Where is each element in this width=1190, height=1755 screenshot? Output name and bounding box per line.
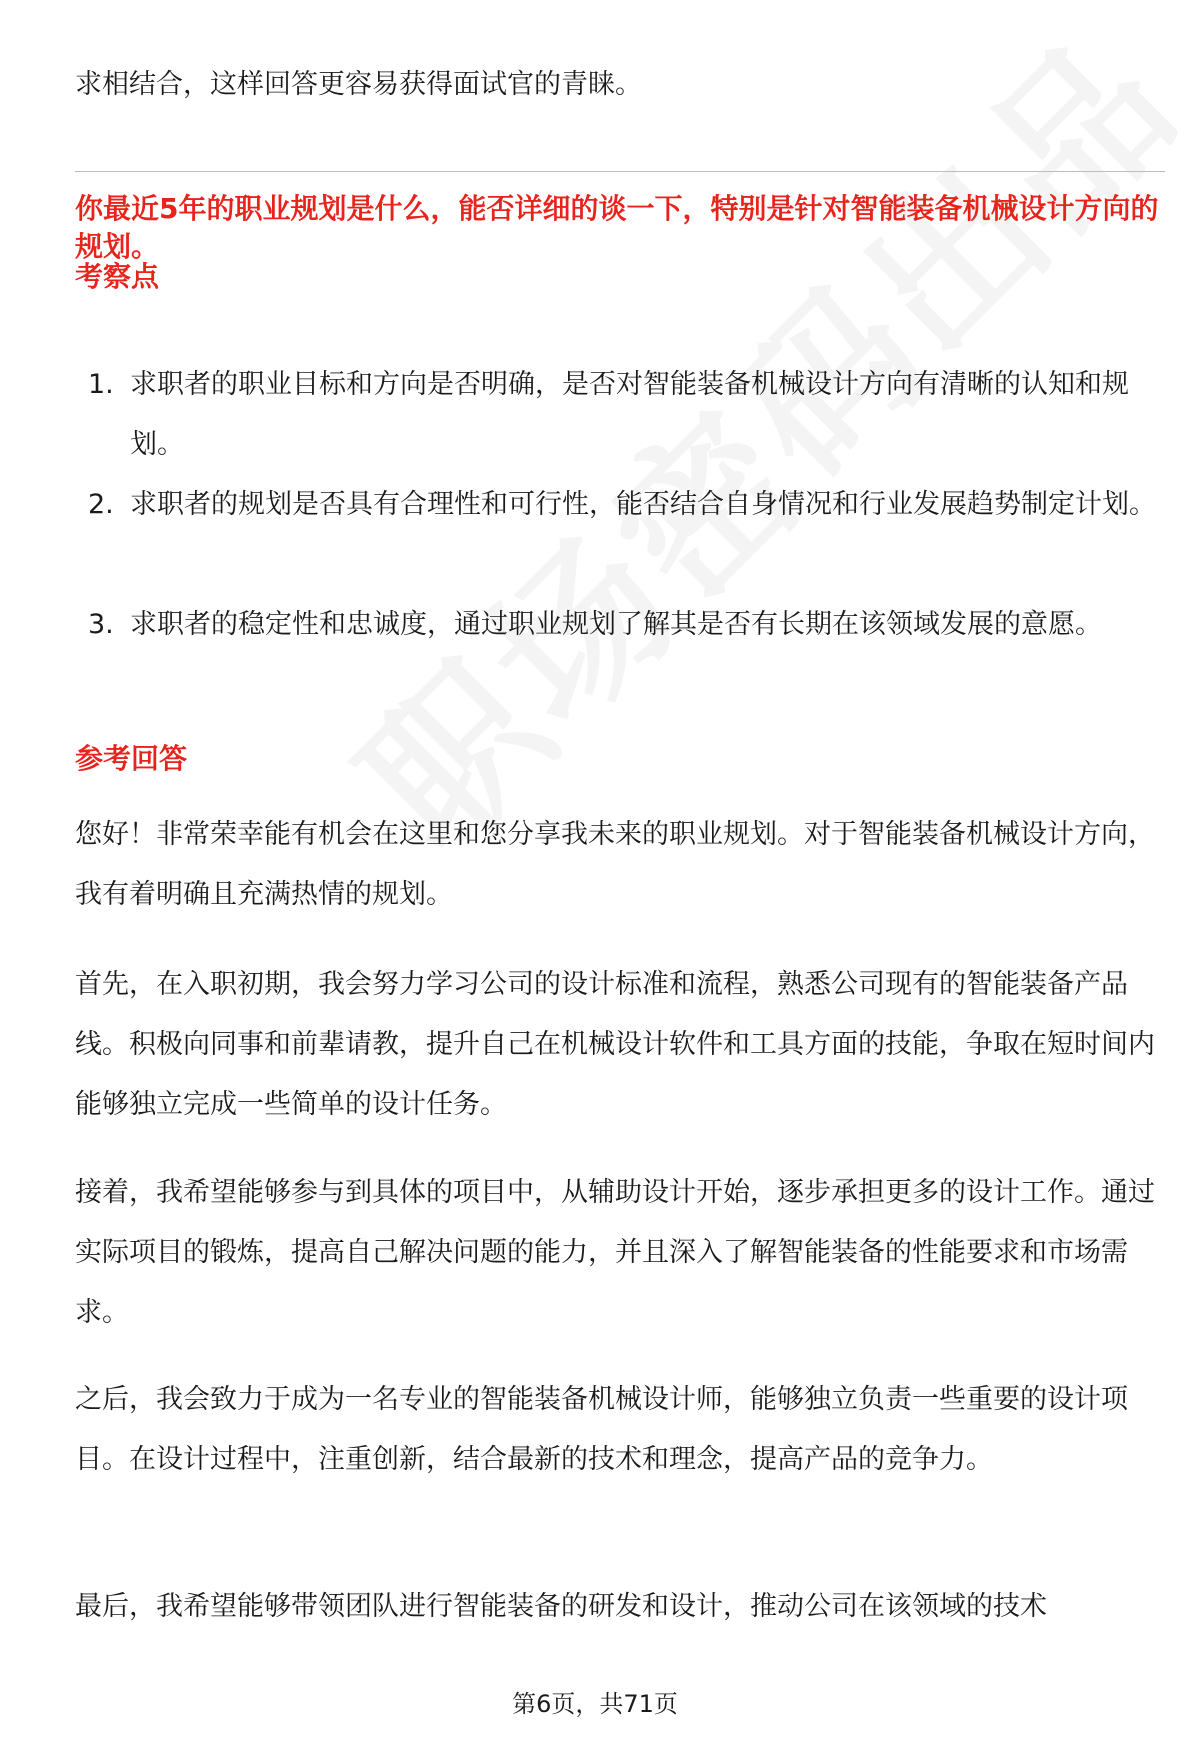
- answer-paragraph: 首先，在入职初期，我会努力学习公司的设计标准和流程，熟悉公司现有的智能装备产品线。积极向同事和前辈请教，提升自己在机械设计软件和工具方面的技能，争取在短时间内能够独立完成一些简单的设计任务。: [75, 969, 1155, 1120]
- page-footer: 第6页，共71页: [512, 1690, 678, 1718]
- answer-paragraph: 之后，我会致力于成为一名专业的智能装备机械设计师，能够独立负责一些重要的设计项目。在设计过程中，注重创新，结合最新的技术和理念，提高产品的竞争力。: [75, 1384, 1128, 1475]
- answer-paragraph: 最后，我希望能够带领团队进行智能装备的研发和设计，推动公司在该领域的技术: [75, 1591, 1047, 1622]
- list-item: [0, 475, 1190, 595]
- list-item: [0, 355, 1190, 475]
- question-title: 你最近5年的职业规划是什么，能否详细的谈一下，特别是针对智能装备机械设计方向的规划。: [75, 192, 1159, 263]
- answer-paragraph: 接着，我希望能够参与到具体的项目中，从辅助设计开始，逐步承担更多的设计工作。通过实际项目的锻炼，提高自己解决问题的能力，并且深入了解智能装备的性能要求和市场需求。: [75, 1177, 1155, 1328]
- list-text: 求职者的稳定性和忠诚度，通过职业规划了解其是否有长期在该领域发展的意愿。: [130, 609, 1102, 640]
- list-text: 求职者的规划是否具有合理性和可行性，能否结合自身情况和行业发展趋势制定计划。: [130, 489, 1156, 520]
- section-title-reference-answer: 参考回答: [75, 742, 188, 775]
- list-number: 3.: [88, 609, 114, 640]
- intro-text: 求相结合，这样回答更容易获得面试官的青睐。: [75, 69, 642, 100]
- list-item: [0, 595, 1190, 715]
- assessment-list: [0, 355, 1190, 715]
- list-number: 2.: [88, 489, 114, 520]
- list-number: 1.: [88, 369, 114, 400]
- section-title-assessment: 考察点: [75, 260, 160, 293]
- list-text: 求职者的职业目标和方向是否明确，是否对智能装备机械设计方向有清晰的认知和规划。: [130, 369, 1129, 460]
- answer-paragraph: 您好！非常荣幸能有机会在这里和您分享我未来的职业规划。对于智能装备机械设计方向，我有着明确且充满热情的规划。: [75, 819, 1155, 910]
- divider: [75, 171, 1165, 172]
